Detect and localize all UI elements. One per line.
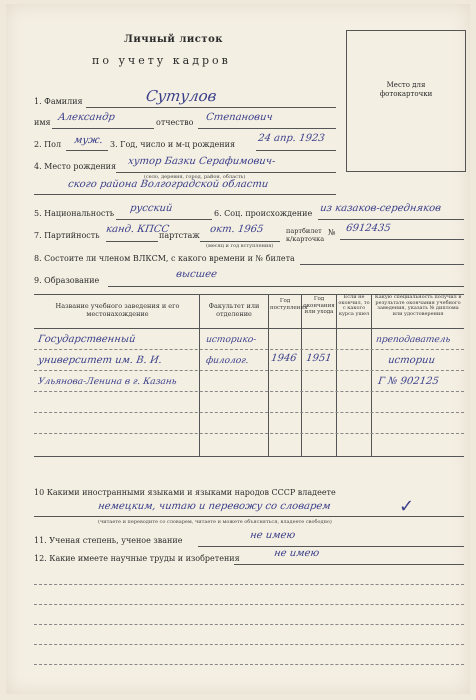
works-value: не имею	[273, 548, 320, 559]
party-tenure-label: партстаж	[159, 231, 200, 240]
party-card-line	[340, 239, 464, 240]
table-row-line	[34, 391, 464, 392]
edu-institution-line3: Ульянова-Ленина в г. Казань	[37, 377, 178, 387]
edu-specialty-line3: Г № 902125	[377, 376, 440, 387]
party-card-value: 6912435	[345, 223, 392, 234]
table-header-specialty: Какую специальность получил в результате окончания учебного заведения, указать № диплома или удостоверения	[374, 294, 462, 317]
form-subtitle: по учету кадров	[92, 54, 231, 67]
table-header-bottom	[34, 328, 464, 329]
education-line	[108, 286, 464, 287]
birthplace-value-line1: хутор Базки Серафимович-	[127, 156, 277, 167]
table-bottom-border	[34, 456, 464, 457]
birthplace-value-line2: ского района Волгоградской области	[67, 179, 269, 190]
birthplace-line	[116, 172, 336, 173]
sex-line	[66, 150, 108, 151]
birthplace-line2	[34, 194, 336, 195]
works-blank-line	[34, 604, 464, 605]
party-label: 7. Партийность	[34, 231, 100, 240]
social-origin-line	[318, 219, 464, 220]
photo-label: Место для фотокарточки	[379, 81, 433, 98]
table-col-divider-4	[336, 294, 337, 456]
table-col-divider-1	[199, 294, 200, 456]
surname-label: 1. Фамилия	[34, 97, 83, 106]
table-row-line	[34, 412, 464, 413]
nationality-line	[116, 219, 212, 220]
check-mark-icon: ✓	[399, 496, 415, 517]
table-col-divider-5	[371, 294, 372, 456]
photo-placeholder-box	[346, 30, 466, 172]
birthdate-label: 3. Год, число и м-ц рождения	[110, 140, 235, 149]
party-card-label: партбилет	[286, 227, 322, 235]
table-row-line	[34, 349, 464, 350]
education-label: 9. Образование	[34, 276, 100, 285]
party-tenure-value: окт. 1965	[209, 224, 265, 235]
languages-value: немецким, читаю и перевожу со словарем	[97, 501, 332, 512]
edu-specialty-line1: преподаватель	[375, 335, 451, 345]
komsomol-line	[300, 264, 464, 265]
edu-entry-year: 1946	[270, 353, 298, 364]
party-tenure-line	[200, 241, 280, 242]
nationality-value: русский	[129, 203, 174, 214]
party-card-number-sign: №	[328, 228, 336, 237]
surname-line	[86, 107, 336, 108]
party-card-label2: к/карточка	[286, 235, 325, 243]
degree-label: 11. Ученая степень, ученое звание	[34, 536, 183, 545]
degree-value: не имею	[249, 530, 296, 541]
table-header-incomplete: Если не окончил, то с какого курса ушел	[338, 294, 370, 317]
nationality-label: 5. Национальность	[34, 209, 115, 218]
party-line	[106, 241, 158, 242]
party-tenure-hint: (месяц и год вступления)	[206, 243, 274, 249]
edu-end-year: 1951	[305, 353, 333, 364]
party-value: канд. КПСС	[105, 224, 170, 235]
birthdate-line	[256, 150, 336, 151]
social-origin-label: 6. Соц. происхождение	[214, 209, 313, 218]
patronymic-line	[198, 128, 336, 129]
birthplace-label: 4. Место рождения	[34, 162, 117, 171]
social-origin-value: из казаков-середняков	[319, 203, 442, 214]
birthdate-value: 24 апр. 1923	[257, 133, 326, 144]
name-label: имя	[34, 118, 51, 127]
patronymic-label: отчество	[156, 118, 194, 127]
birthplace-hint: (село, деревня, город, район, область)	[144, 174, 246, 180]
sex-label: 2. Пол	[34, 140, 62, 149]
degree-line	[198, 546, 464, 547]
edu-institution-line2: университет им. В. И.	[37, 355, 163, 366]
form-title: Личный листок	[124, 34, 223, 45]
table-header-institution: Название учебного заведения и его местонахождение	[55, 302, 180, 318]
edu-faculty-line1: историко-	[205, 335, 257, 345]
table-row-line	[34, 370, 464, 371]
personnel-record-sheet	[6, 4, 470, 694]
edu-institution-line1: Государственный	[37, 334, 137, 345]
works-blank-line	[34, 624, 464, 625]
name-value: Александр	[57, 112, 116, 123]
education-value: высшее	[175, 269, 218, 280]
edu-faculty-line2: филолог.	[205, 356, 250, 366]
table-col-divider-3	[301, 294, 302, 456]
edu-specialty-line2: истории	[387, 355, 436, 366]
table-header-faculty: Факультет или отделение	[208, 302, 260, 318]
works-blank-line	[34, 644, 464, 645]
sex-value: муж.	[73, 135, 104, 146]
surname-value: Сутулов	[144, 87, 218, 105]
works-label: 12. Какие имеете научные труды и изобретения	[34, 554, 240, 563]
table-header-entry-year: Год поступления	[270, 298, 308, 311]
komsomol-label: 8. Состоите ли членом ВЛКСМ, с какого времени и № билета	[34, 254, 295, 263]
languages-label: 10 Какими иностранными языками и языками народов СССР владеете	[34, 488, 336, 497]
name-line	[52, 128, 154, 129]
works-line	[234, 564, 464, 565]
works-blank-line	[34, 584, 464, 585]
patronymic-value: Степанович	[205, 112, 274, 123]
table-col-divider-2	[268, 294, 269, 456]
languages-hint: (читаете и переводите со словарем, читаете и можете объясняться, владеете свободно)	[98, 519, 332, 525]
works-blank-line	[34, 664, 464, 665]
table-header-end-year: Год окончания или ухода	[303, 296, 335, 315]
table-row-line	[34, 433, 464, 434]
